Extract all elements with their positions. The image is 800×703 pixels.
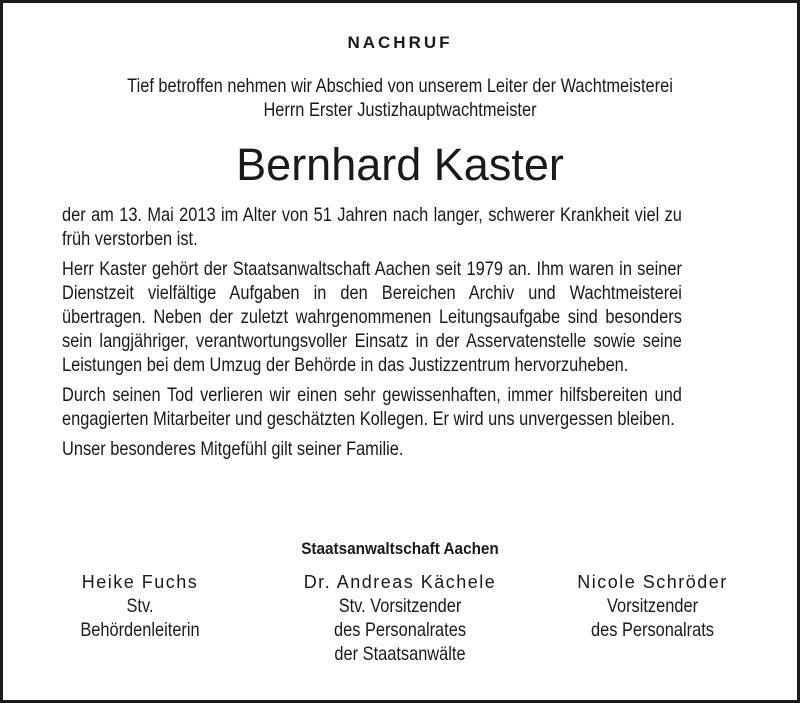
signer-title: Stv.: [126, 595, 154, 617]
signer-title: Vorsitzender: [606, 595, 699, 617]
intro-text: [64, 74, 736, 122]
intro-line: Tief betroffen nehmen wir Abschied von unserem Leiter der Wachtmeisterei: [127, 75, 673, 97]
signer-block: [290, 570, 510, 666]
intro-line: Herrn Erster Justizhauptwachtmeister: [263, 99, 537, 121]
signer-name: Dr. Andreas Kächele: [303, 572, 497, 592]
notice-body: [62, 203, 682, 467]
notice-heading: NACHRUF: [347, 33, 453, 52]
body-paragraph: der am 13. Mai 2013 im Alter von 51 Jahren nach langer, schwerer Krankheit viel zu früh verstorben ist.: [62, 204, 682, 250]
signer-title: Stv. Vorsitzender: [338, 595, 462, 617]
organization-name: Staatsanwaltschaft Aachen: [301, 539, 499, 558]
signer-name: Heike Fuchs: [81, 572, 199, 592]
deceased-name: Bernhard Kaster: [236, 139, 564, 190]
signer-name: Nicole Schröder: [577, 572, 728, 592]
signer-block: [40, 570, 240, 642]
signer-block: [550, 570, 755, 642]
signer-title: Behördenleiterin: [80, 619, 200, 641]
signer-title: des Personalrates: [333, 619, 467, 641]
signer-title: der Staatsanwälte: [334, 643, 466, 665]
signer-title: des Personalrats: [591, 619, 714, 641]
body-paragraph: Herr Kaster gehört der Staatsanwaltschaft Aachen seit 1979 an. Ihm waren in seiner Dienstzeit vielfältige Aufgaben in den Bereichen Archiv und Wachtmeisterei übertragen. Neben der zuletzt wahrgenommenen Leitungsaufgabe sind besonders sein langjähriger, verantwortungsvoller Einsatz in der Asservatenstelle sowie seine Leistungen bei dem Umzug der Behörde in das Justizzentrum hervorzuheben.: [62, 258, 682, 376]
body-paragraph: Unser besonderes Mitgefühl gilt seiner Familie.: [62, 438, 404, 460]
body-paragraph: Durch seinen Tod verlieren wir einen sehr gewissenhaften, immer hilfsbereiten und engagierten Mitarbeiter und geschätzten Kollegen. Er wird uns unvergessen bleiben.: [62, 384, 682, 430]
